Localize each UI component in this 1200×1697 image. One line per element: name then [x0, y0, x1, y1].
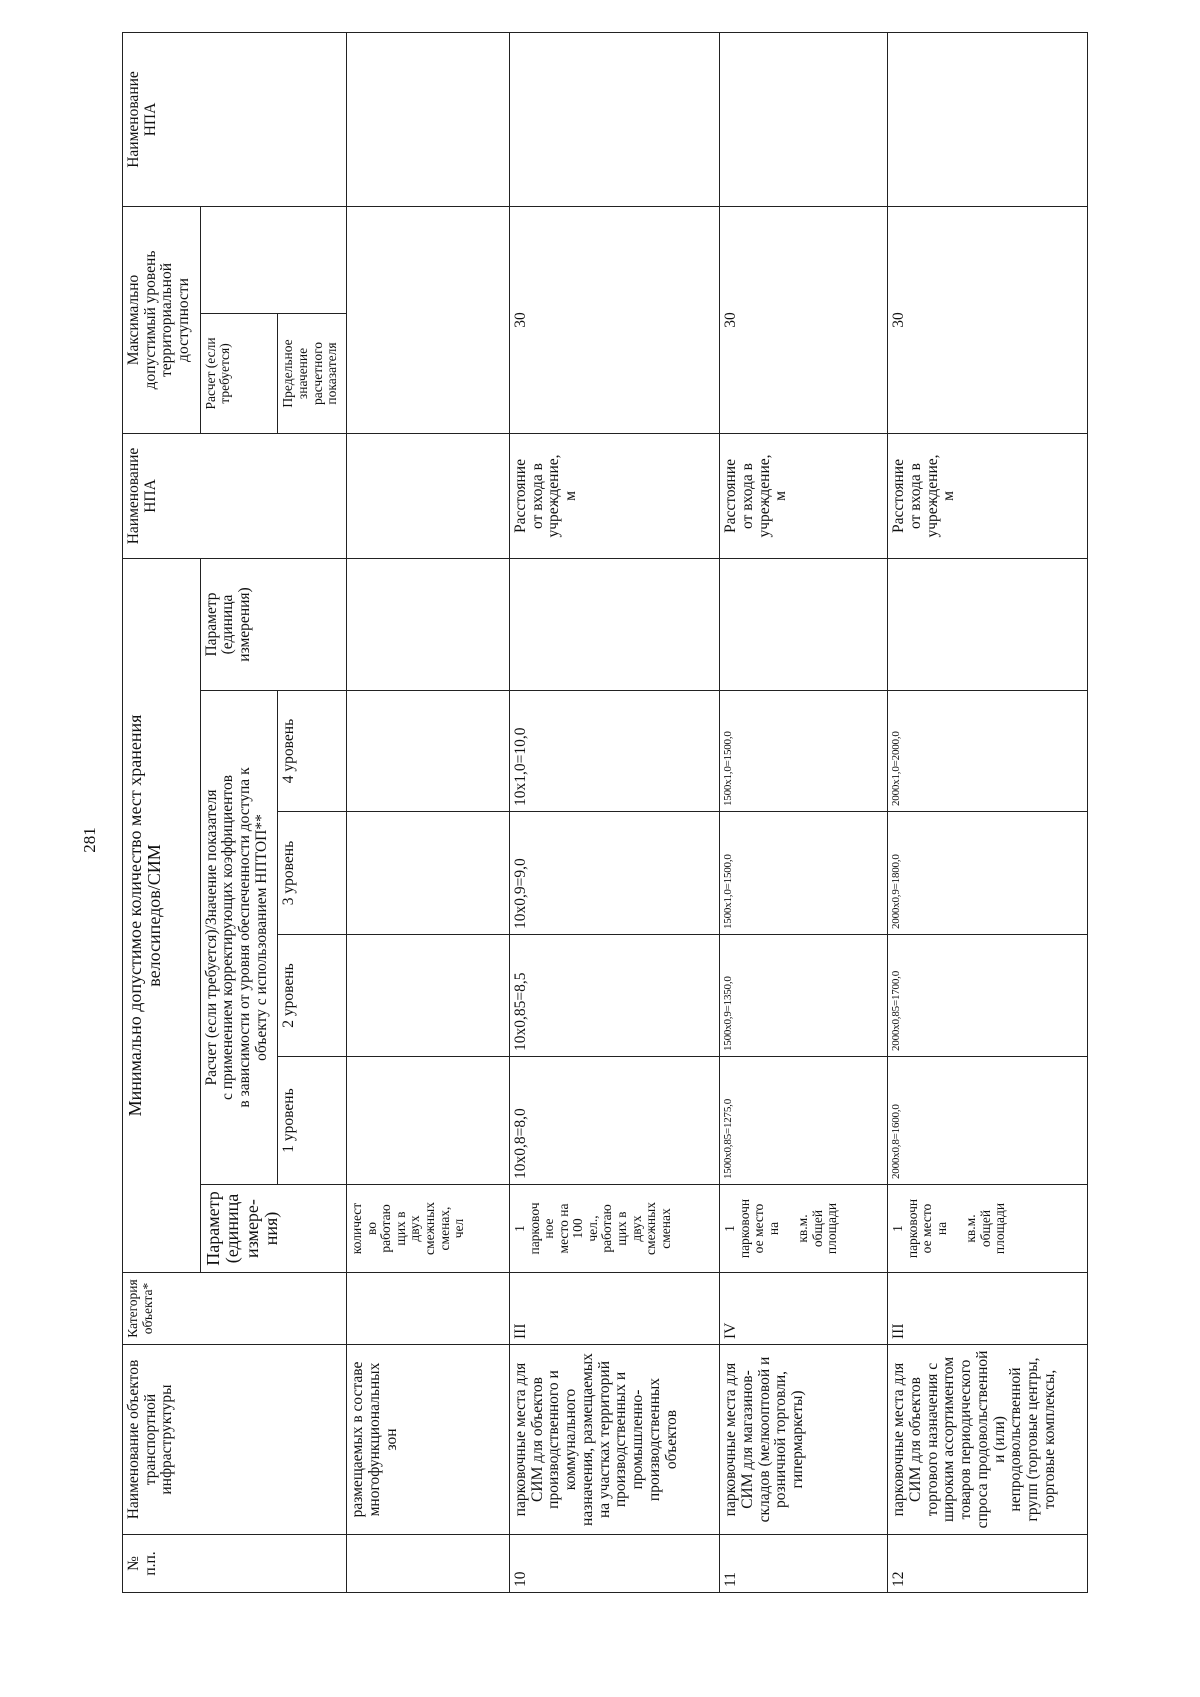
norms-table — [122, 32, 1088, 1593]
row-num — [347, 1535, 510, 1593]
row-level-4: 1500х1,0=1500,0 — [720, 691, 888, 812]
row-param: количест во работаю щих в двух смежных сменах, чел — [347, 1185, 510, 1273]
row-max-param — [347, 433, 510, 558]
page-number: 281 — [80, 827, 99, 853]
row-level-2: 2000х0,85=1700,0 — [888, 935, 1088, 1057]
row-category — [347, 1273, 510, 1345]
row-max-limit: 30 — [720, 206, 888, 433]
header-num: № п.п. — [123, 1535, 347, 1593]
header-row-1 — [123, 32, 201, 1592]
row-npa-2 — [509, 32, 719, 206]
row-param: 1 парковочн ое место на кв.м. общей площади — [720, 1185, 888, 1273]
row-npa-2 — [720, 32, 888, 206]
row-max-param: Расстояние от входа в учреждение, м — [720, 433, 888, 558]
table-row — [888, 32, 1088, 1592]
table-row — [509, 32, 719, 1592]
row-level-3: 2000х0,9=1800,0 — [888, 812, 1088, 935]
row-num: 10 — [509, 1535, 719, 1593]
row-category: IV — [720, 1273, 888, 1345]
table-row — [347, 32, 510, 1592]
header-max-calc: Расчет (если требуется) — [200, 313, 278, 433]
row-npa-1 — [720, 558, 888, 690]
row-num: 12 — [888, 1535, 1088, 1593]
header-level-1: 1 уровень — [278, 1057, 347, 1185]
row-npa-1 — [347, 558, 510, 690]
row-level-3: 1500х1,0=1500,0 — [720, 812, 888, 935]
row-num: 11 — [720, 1535, 888, 1593]
row-level-2: 10х0,85=8,5 — [509, 935, 719, 1057]
row-name: парковочные места для СИМ для объектов торгового назначения с широким ассортиментом товаров периодического спроса продовольственной и (или) непродовольственной групп (торговые центры, торговые комплексы, — [888, 1345, 1088, 1535]
row-level-3 — [347, 812, 510, 935]
header-npa-2: Наименование НПА — [123, 32, 347, 206]
row-name: парковочные места для СИМ для объектов производственного и коммунального назначения, размещаемых на участках территорий производственных и промышленно- производственных объектов — [509, 1345, 719, 1535]
row-max-limit — [347, 206, 510, 433]
row-level-2 — [347, 935, 510, 1057]
row-npa-1 — [888, 558, 1088, 690]
row-level-4: 10х1,0=10,0 — [509, 691, 719, 812]
row-level-4: 2000х1,0=2000,0 — [888, 691, 1088, 812]
header-max-limit: Предельное значение расчетного показателя — [278, 313, 347, 433]
header-level-2: 2 уровень — [278, 935, 347, 1057]
row-level-1: 1500х0,85=1275,0 — [720, 1057, 888, 1185]
header-min-group: Минимально допустимое количество мест хранения велосипедов/СИМ — [123, 558, 201, 1272]
header-name: Наименование объектов транспортной инфраструктуры — [123, 1345, 347, 1535]
row-max-limit: 30 — [509, 206, 719, 433]
header-npa-1: Наименование НПА — [123, 433, 347, 558]
row-npa-1 — [509, 558, 719, 690]
row-level-1 — [347, 1057, 510, 1185]
row-npa-2 — [347, 32, 510, 206]
row-param: 1 парковоч ное место на 100 чел., работаю щих в двух смежных сменах — [509, 1185, 719, 1273]
header-param: Параметр (единица измере- ния) — [200, 1185, 346, 1273]
row-max-limit: 30 — [888, 206, 1088, 433]
header-category: Категория объекта* — [123, 1273, 347, 1345]
row-max-param: Расстояние от входа в учреждение, м — [509, 433, 719, 558]
header-level-3: 3 уровень — [278, 812, 347, 935]
header-level-4: 4 уровень — [278, 691, 347, 812]
header-max-param: Параметр (единица измерения) — [200, 558, 346, 690]
row-npa-2 — [888, 32, 1088, 206]
header-max-group: Максимально допустимый уровень территориальной доступности — [123, 206, 201, 433]
row-level-3: 10х0,9=9,0 — [509, 812, 719, 935]
row-level-1: 2000х0,8=1600,0 — [888, 1057, 1088, 1185]
row-max-param: Расстояние от входа в учреждение, м — [888, 433, 1088, 558]
row-name: парковочные места для СИМ для магазинов- складов (мелкооптовой и розничной торговли, гипермаркеты) — [720, 1345, 888, 1535]
row-param: 1 парковочн ое место на кв.м. общей площади — [888, 1185, 1088, 1273]
header-calc: Расчет (если требуется)/Значение показателя с применением корректирующих коэффициентов в зависимости от уровня обеспеченности доступа к объекту с использованием НПТОП** — [200, 691, 278, 1185]
row-category: III — [509, 1273, 719, 1345]
table-row — [720, 32, 888, 1592]
row-name: размещаемых в составе многофункциональных зон — [347, 1345, 510, 1535]
row-category: III — [888, 1273, 1088, 1345]
row-level-2: 1500х0,9=1350,0 — [720, 935, 888, 1057]
row-level-1: 10х0,8=8,0 — [509, 1057, 719, 1185]
row-level-4 — [347, 691, 510, 812]
rotated-table-container — [122, 33, 1088, 1593]
